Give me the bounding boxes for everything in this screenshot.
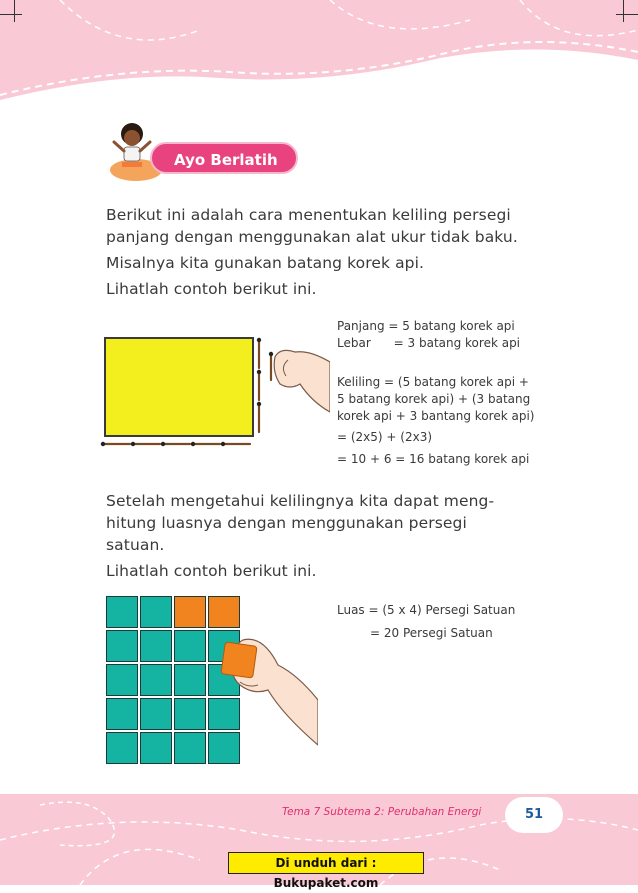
download-source-label: Di unduh dari : Bukupaket.com [228, 852, 424, 874]
unit-square [174, 664, 206, 696]
crop-mark [14, 0, 15, 22]
area-intro-line: Lihatlah contoh berikut ini. [106, 562, 317, 580]
unit-square [174, 732, 206, 764]
area-line: Luas = (5 x 4) Persegi Satuan [337, 603, 516, 617]
section-badge-label: Ayo Berlatih [174, 151, 278, 169]
intro-line: Misalnya kita gunakan batang korek api. [106, 254, 425, 272]
unit-square [106, 698, 138, 730]
chapter-label: Tema 7 Subtema 2: Perubahan Energi [282, 806, 482, 818]
unit-square [140, 664, 172, 696]
page-number: 51 [505, 797, 563, 833]
crop-mark [0, 14, 22, 15]
unit-square [106, 596, 138, 628]
unit-square [140, 596, 172, 628]
area-line: = 20 Persegi Satuan [370, 626, 493, 640]
perimeter-line: = (2x5) + (2x3) [337, 430, 433, 444]
unit-square [174, 630, 206, 662]
intro-paragraph [106, 204, 518, 300]
perimeter-line: 5 batang korek api) + (3 batang [337, 392, 531, 406]
section-badge [150, 142, 298, 174]
perimeter-line: Panjang = 5 batang korek api [337, 319, 515, 333]
area-notes [337, 602, 515, 642]
matchstick-measure-illustration [100, 332, 330, 457]
unit-square [106, 630, 138, 662]
area-intro-paragraph [106, 490, 494, 582]
unit-square-highlighted [208, 596, 240, 628]
intro-line: panjang dengan menggunakan alat ukur tidak baku. [106, 228, 518, 246]
crop-mark [623, 0, 624, 22]
area-intro-line: Setelah mengetahui kelilingnya kita dapat meng- [106, 492, 495, 510]
intro-line: Berikut ini adalah cara menentukan keliling persegi [106, 206, 511, 224]
unit-square [174, 698, 206, 730]
unit-square-highlighted [174, 596, 206, 628]
unit-square [140, 732, 172, 764]
perimeter-notes [337, 318, 534, 468]
top-decorative-band [0, 0, 638, 115]
unit-square [106, 732, 138, 764]
unit-square [140, 630, 172, 662]
unit-square [106, 664, 138, 696]
area-intro-line: satuan. [106, 536, 165, 554]
perimeter-line: Keliling = (5 batang korek api + [337, 375, 529, 389]
perimeter-line: Lebar = 3 batang korek api [337, 336, 521, 350]
perimeter-line: korek api + 3 bantang korek api) [337, 409, 535, 423]
area-intro-line: hitung luasnya dengan menggunakan persegi [106, 514, 467, 532]
intro-line: Lihatlah contoh berikut ini. [106, 280, 317, 298]
perimeter-line: = 10 + 6 = 16 batang korek api [337, 452, 530, 466]
hand-with-unit-square-illustration [218, 630, 318, 755]
unit-square [140, 698, 172, 730]
crop-mark [616, 14, 638, 15]
